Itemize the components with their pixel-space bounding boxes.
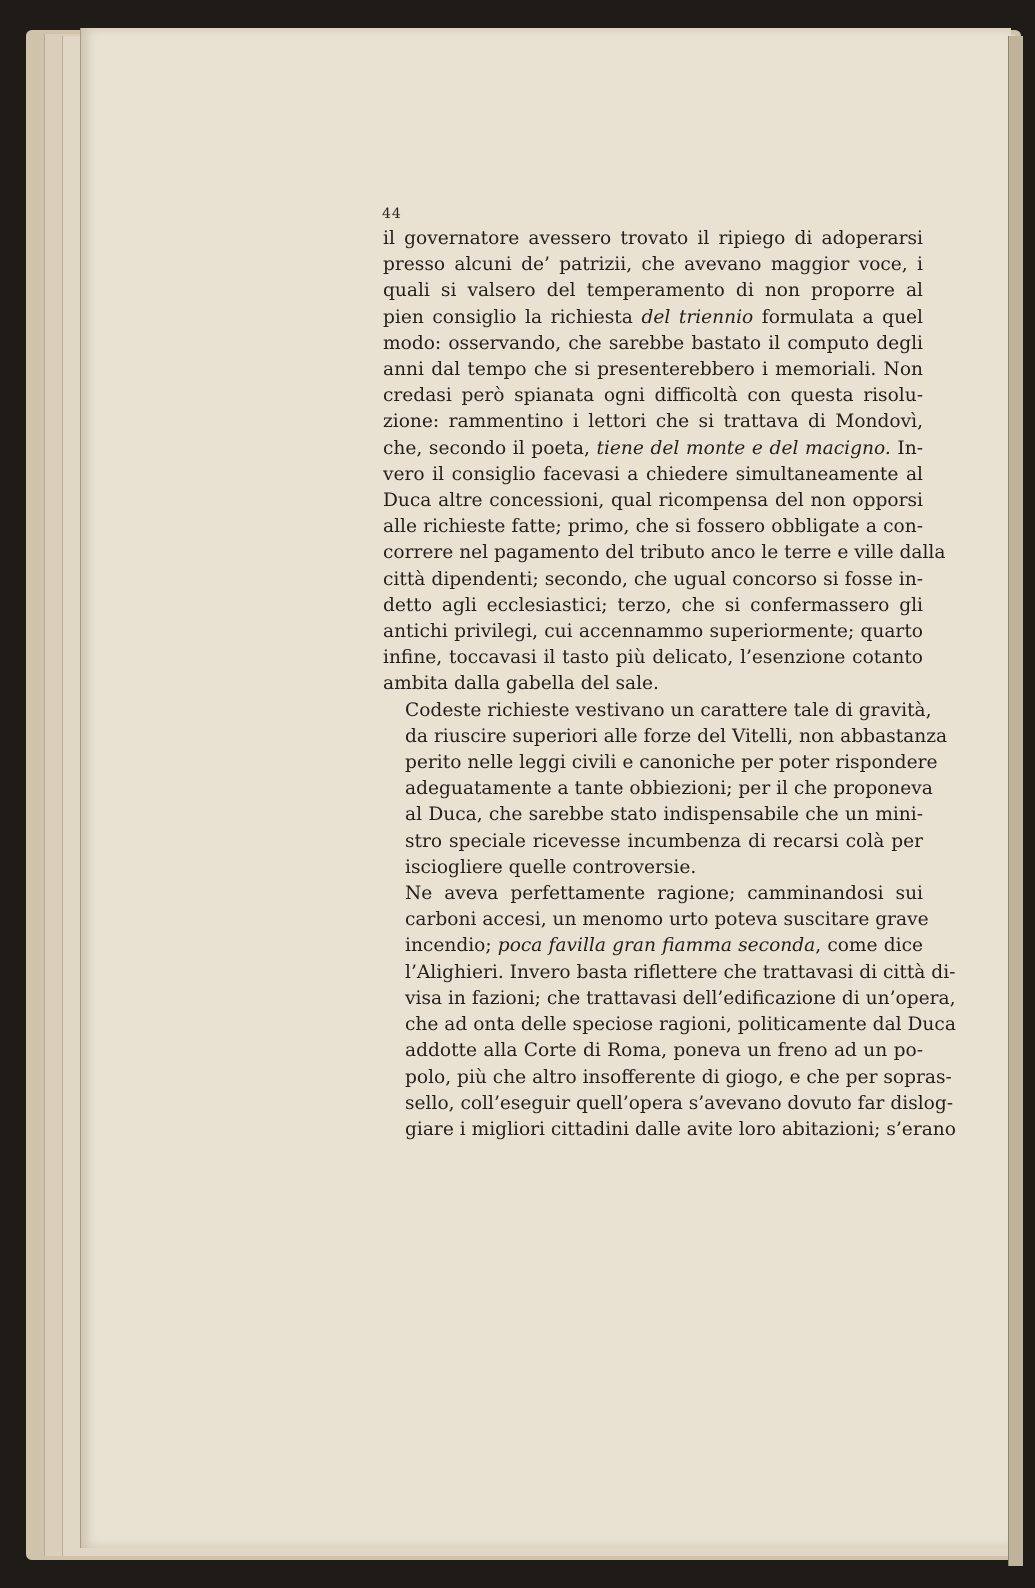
text-segment: città dipendenti; secondo, che ugual concorso si fosse in- bbox=[383, 568, 923, 590]
text-segment: formulata a quel bbox=[753, 306, 923, 328]
body-text bbox=[383, 226, 956, 1143]
text-segment: sello, coll’eseguir quell’opera s’avevano dovuto far dislog- bbox=[405, 1092, 954, 1114]
paragraph bbox=[383, 881, 956, 1143]
text-segment: che, secondo il poeta, bbox=[383, 437, 597, 459]
text-segment: infine, toccavasi il tasto più delicato, l’esenzione cotanto bbox=[383, 647, 923, 669]
italic-text: del triennio bbox=[641, 306, 754, 328]
text-line bbox=[383, 645, 923, 671]
text-line bbox=[383, 226, 923, 252]
text-line bbox=[383, 881, 923, 907]
text-line bbox=[383, 462, 923, 488]
text-line bbox=[383, 409, 923, 435]
text-segment: antichi privilegi, cui accennammo superiormente; quarto bbox=[383, 621, 923, 643]
text-line bbox=[383, 698, 932, 724]
text-segment: stro speciale ricevesse incumbenza di recarsi colà per bbox=[405, 830, 923, 852]
text-line bbox=[383, 540, 946, 566]
text-line bbox=[383, 960, 956, 986]
text-segment: al Duca, che sarebbe stato indispensabile che un mini- bbox=[405, 804, 923, 826]
text-segment: Codeste richieste vestivano un carattere tale di gravità, bbox=[405, 699, 932, 721]
text-segment: da riuscire superiori alle forze del Vitelli, non abbastanza bbox=[405, 725, 948, 747]
text-segment: polo, più che altro insofferente di giogo, e che per sopras- bbox=[405, 1066, 952, 1088]
text-line bbox=[383, 1012, 956, 1038]
text-line bbox=[383, 278, 923, 304]
text-segment: adeguatamente a tante obbiezioni; per il che proponeva bbox=[405, 778, 933, 800]
text-segment: visa in fazioni; che trattavasi dell’edificazione di un’opera, bbox=[405, 987, 956, 1009]
text-segment: vero il consiglio facevasi a chiedere simultaneamente al bbox=[383, 463, 923, 485]
text-line bbox=[383, 305, 923, 331]
paragraph bbox=[383, 698, 948, 881]
text-line bbox=[383, 724, 948, 750]
text-segment: In- bbox=[890, 437, 923, 459]
text-segment: correre nel pagamento del tributo anco le terre e ville dalla bbox=[383, 542, 946, 564]
text-line bbox=[383, 1117, 956, 1143]
text-segment: anni dal tempo che si presenterebbero i memoriali. Non bbox=[383, 359, 923, 381]
text-line bbox=[383, 567, 923, 593]
text-segment: incendio; bbox=[405, 935, 498, 957]
text-line bbox=[383, 802, 923, 828]
text-line bbox=[383, 1065, 952, 1091]
text-line bbox=[383, 619, 923, 645]
text-line bbox=[383, 593, 923, 619]
text-segment: alle richieste fatte; primo, che si fossero obbligate a con- bbox=[383, 516, 923, 538]
text-segment: ambita dalla gabella del sale. bbox=[383, 673, 659, 695]
text-line bbox=[383, 907, 929, 933]
text-segment: Ne aveva perfettamente ragione; camminandosi sui bbox=[405, 883, 923, 905]
text-line bbox=[383, 331, 923, 357]
text-segment: l’Alighieri. Invero basta riflettere che trattavasi di città di- bbox=[405, 961, 956, 983]
italic-text: tiene del monte e del macigno. bbox=[596, 437, 891, 459]
text-segment: perito nelle leggi civili e canoniche per poter rispondere bbox=[405, 752, 938, 774]
text-segment: zione: rammentino i lettori che si trattava di Mondovì, bbox=[383, 411, 923, 433]
text-segment: detto agli ecclesiastici; terzo, che si confermassero gli bbox=[383, 594, 923, 616]
text-segment: quali si valsero del temperamento di non proporre al bbox=[383, 280, 923, 302]
text-line bbox=[383, 671, 923, 697]
text-segment: credasi però spianata ogni difficoltà con questa risolu- bbox=[383, 385, 923, 407]
text-segment: iscioglierе quelle controversie. bbox=[405, 856, 697, 878]
text-line bbox=[383, 357, 923, 383]
italic-text: poca favilla gran fiamma seconda bbox=[497, 935, 816, 957]
text-line bbox=[383, 776, 933, 802]
text-segment: il governatore avessero trovato il ripiego di adoperarsi bbox=[383, 228, 923, 249]
text-segment: presso alcuni de’ patrizii, che avevano maggior voce, i bbox=[383, 254, 923, 276]
text-line bbox=[383, 1038, 923, 1064]
text-segment: che ad onta delle speciose ragioni, politicamente dal Duca bbox=[405, 1014, 956, 1036]
text-segment: pien consiglio la richiesta bbox=[383, 306, 642, 328]
text-line bbox=[383, 514, 923, 540]
text-line bbox=[383, 488, 923, 514]
text-line bbox=[383, 750, 938, 776]
text-segment: Duca altre concessioni, qual ricompensa del non opporsi bbox=[383, 490, 923, 512]
text-line bbox=[383, 1091, 954, 1117]
page-right-edge bbox=[1008, 36, 1023, 1566]
text-segment: modo: osservando, che sarebbe bastato il computo degli bbox=[383, 332, 923, 354]
text-segment: carboni accesi, un menomo urto poteva suscitare grave bbox=[405, 909, 929, 931]
text-segment: addotte alla Corte di Roma, poneva un freno ad un po- bbox=[405, 1040, 923, 1062]
text-line bbox=[383, 855, 923, 881]
text-segment: giare i migliori cittadini dalle avite loro abitazioni; s’erano bbox=[405, 1118, 956, 1140]
text-segment: , come dice bbox=[815, 935, 923, 957]
paragraph bbox=[383, 226, 946, 698]
text-line bbox=[383, 436, 923, 462]
text-line bbox=[383, 829, 923, 855]
page-number: 44 bbox=[382, 206, 402, 222]
text-line bbox=[383, 986, 956, 1012]
text-line bbox=[383, 252, 923, 278]
text-line bbox=[383, 383, 923, 409]
text-line bbox=[383, 933, 923, 959]
